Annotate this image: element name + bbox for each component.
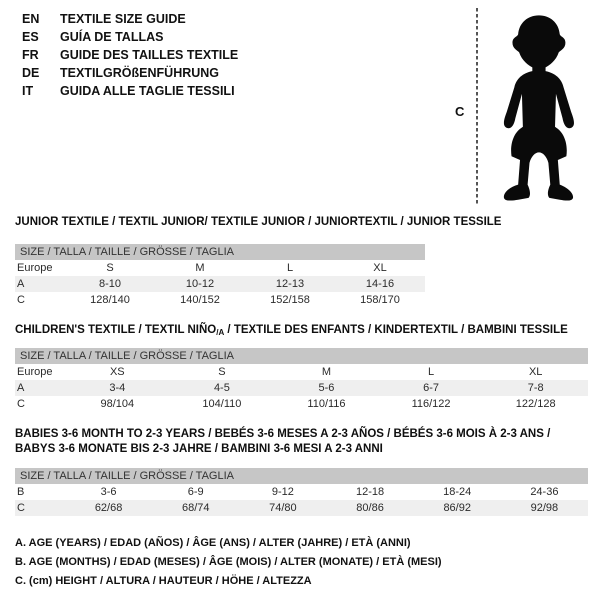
- row-label: Europe: [17, 262, 53, 274]
- size-cell: 5-6: [318, 382, 335, 394]
- size-cell: 110/116: [307, 398, 346, 410]
- size-cell: 62/68: [94, 502, 123, 514]
- babies-textile-table: [15, 427, 588, 516]
- size-cell: M: [195, 262, 205, 274]
- language-code: ES: [22, 30, 39, 44]
- size-cell: 104/110: [202, 398, 242, 410]
- table-row: [15, 380, 588, 396]
- size-header-band: SIZE / TALLA / TAILLE / GRÖSSE / TAGLIA: [15, 348, 588, 364]
- table-title-text: CHILDREN'S TEXTILE / TEXTIL NIÑO: [15, 324, 217, 336]
- row-label: C: [17, 502, 25, 514]
- size-cell: L: [286, 262, 294, 274]
- junior-textile-table: [15, 215, 502, 308]
- table-row: [15, 396, 588, 412]
- table-title: [15, 427, 588, 457]
- table-title-text: JUNIOR TEXTILE / TEXTIL JUNIOR/ TEXTILE JUNIOR / JUNIORTEXTIL / JUNIOR TESSILE: [15, 216, 502, 228]
- size-cell: 86/92: [443, 502, 471, 514]
- size-cell: 8-10: [98, 278, 122, 290]
- language-code: DE: [22, 66, 40, 80]
- language-row: [22, 28, 238, 46]
- size-cell: 98/104: [100, 398, 135, 410]
- size-cell: 7-8: [527, 382, 544, 394]
- table-row: [15, 276, 425, 292]
- row-label: Europe: [17, 366, 53, 378]
- size-cell: S: [106, 262, 114, 274]
- size-cell: 128/140: [90, 294, 130, 306]
- footnote: B. AGE (MONTHS) / EDAD (MESES) / ÂGE (MOIS) / ALTER (MONATE) / ETÀ (MESI): [15, 556, 442, 568]
- language-title: TEXTILGRÖßENFÜHRUNG: [60, 66, 220, 80]
- language-title: GUIDE DES TAILLES TEXTILE: [60, 48, 239, 62]
- table-row: [15, 364, 588, 380]
- size-cell: XS: [109, 366, 125, 378]
- language-title: GUIDA ALLE TAGLIE TESSILI: [60, 84, 235, 98]
- table-body: [15, 260, 425, 308]
- table-title-line: [15, 323, 588, 338]
- table-title-line: [15, 427, 588, 442]
- size-cell: 10-12: [185, 278, 215, 290]
- table-title-subscript: /A: [216, 328, 225, 337]
- size-header-band: SIZE / TALLA / TAILLE / GRÖSSE / TAGLIA: [15, 468, 588, 484]
- size-cell: L: [428, 366, 435, 378]
- table-row: [15, 292, 425, 308]
- size-cell: M: [321, 366, 332, 378]
- table-title-text: / TEXTILE DES ENFANTS / KINDERTEXTIL / BAMBINI TESSILE: [224, 324, 568, 336]
- size-cell: 68/74: [181, 502, 210, 514]
- size-cell: 4-5: [213, 382, 230, 394]
- table-body: [15, 484, 588, 516]
- size-cell: 74/80: [269, 502, 297, 514]
- table-title-line: [15, 215, 502, 230]
- table-row: [15, 260, 425, 276]
- size-cell: 122/128: [515, 398, 556, 410]
- footnote: A. AGE (YEARS) / EDAD (AÑOS) / ÂGE (ANS) / ALTER (JAHRE) / ETÀ (ANNI): [15, 537, 411, 549]
- size-cell: XL: [528, 366, 543, 378]
- size-cell: 14-16: [365, 278, 395, 290]
- baby-silhouette-icon: [486, 8, 590, 208]
- size-cell: 140/152: [180, 294, 220, 306]
- row-label: B: [17, 486, 25, 498]
- children-textile-table: [15, 323, 588, 412]
- language-code: FR: [22, 48, 39, 62]
- size-cell: 80/86: [356, 502, 384, 514]
- size-cell: S: [218, 366, 226, 378]
- size-cell: 3-4: [109, 382, 126, 394]
- footnote: C. (cm) HEIGHT / ALTURA / HAUTEUR / HÖHE / ALTEZZA: [15, 575, 312, 587]
- size-cell: 6-7: [423, 382, 440, 394]
- size-cell: 12-18: [355, 486, 385, 498]
- size-cell: 158/170: [360, 294, 400, 306]
- size-cell: 3-6: [100, 486, 117, 498]
- table-title-text: BABYS 3-6 MONATE BIS 2-3 JAHRE / BAMBINI 3-6 MESI A 2-3 ANNI: [15, 443, 383, 455]
- size-cell: 6-9: [187, 486, 204, 498]
- language-title-list: [22, 10, 238, 100]
- size-cell: 24-36: [530, 486, 559, 498]
- row-label: A: [17, 278, 25, 290]
- size-table: [15, 484, 588, 516]
- size-cell: 18-24: [443, 486, 472, 498]
- size-table: [15, 260, 425, 308]
- table-title: [15, 323, 588, 338]
- size-cell: XL: [373, 262, 387, 274]
- size-cell: 92/98: [530, 502, 559, 514]
- language-row: [22, 82, 238, 100]
- language-title: GUÍA DE TALLAS: [60, 30, 164, 44]
- size-cell: 9-12: [271, 486, 294, 498]
- language-code: IT: [22, 84, 34, 98]
- size-header-band: SIZE / TALLA / TAILLE / GRÖSSE / TAGLIA: [15, 244, 425, 260]
- size-cell: 12-13: [275, 278, 305, 290]
- table-body: [15, 364, 588, 412]
- row-label: A: [17, 382, 25, 394]
- language-code: EN: [22, 12, 40, 26]
- row-label: C: [17, 398, 25, 410]
- language-title: TEXTILE SIZE GUIDE: [60, 12, 186, 26]
- height-measure-label: C: [455, 104, 465, 119]
- row-label: C: [17, 294, 25, 306]
- language-row: [22, 10, 238, 28]
- language-row: [22, 64, 238, 82]
- table-title-line: [15, 442, 588, 457]
- language-row: [22, 46, 238, 64]
- height-dotted-line: [476, 8, 478, 206]
- size-cell: 116/122: [411, 398, 451, 410]
- table-title-text: BABIES 3-6 MONTH TO 2-3 YEARS / BEBÉS 3-6 MESES A 2-3 AÑOS / BÉBÉS 3-6 MOIS À 2-3 ANS /: [15, 428, 551, 440]
- table-title: [15, 215, 502, 230]
- table-row: [15, 500, 588, 516]
- size-cell: 152/158: [270, 294, 310, 306]
- table-row: [15, 484, 588, 500]
- size-table: [15, 364, 588, 412]
- footnote-list: [15, 534, 442, 591]
